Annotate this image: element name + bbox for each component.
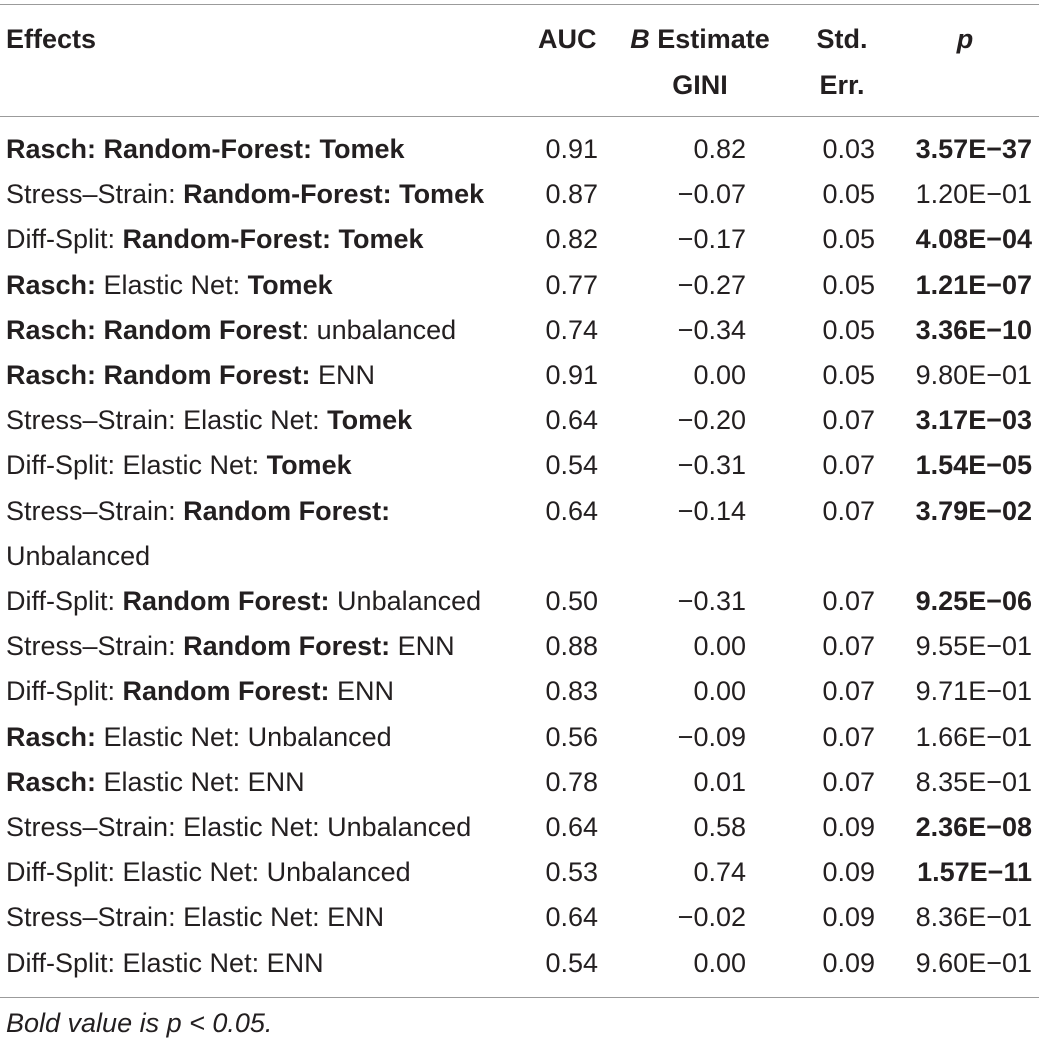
effect-part: Elastic Net: ENN [96, 766, 305, 797]
cell-auc: 0.64 [545, 405, 598, 436]
cell-std-err: 0.07 [822, 766, 875, 797]
effect-part: Random-Forest: Tomek [122, 224, 424, 255]
cell-estimate: 0.00 [693, 631, 746, 662]
cell-auc: 0.87 [545, 179, 598, 210]
effect-part: Unbalanced [329, 586, 482, 616]
cell-p-value: 1.66E−01 [915, 721, 1032, 752]
cell-std-err: 0.05 [822, 314, 875, 345]
cell-std-err: 0.07 [822, 676, 875, 707]
cell-estimate: 0.82 [693, 134, 746, 164]
cell-auc: 0.78 [545, 766, 598, 797]
cell-std-err: 0.07 [822, 631, 875, 662]
cell-std-err: 0.07 [822, 495, 875, 526]
effect-part: Rasch: [6, 766, 97, 797]
table-top-rule [0, 4, 1039, 5]
cell-p-value: 3.17E−03 [915, 405, 1032, 436]
cell-effect [6, 217, 526, 262]
effect-part: Stress–Strain: Elastic Net: ENN [6, 902, 385, 933]
effect-part: ENN [329, 676, 395, 707]
cell-p-value: 1.21E−07 [915, 269, 1032, 300]
effect-part: Diff-Split: Elastic Net: Unbalanced [6, 857, 411, 888]
cell-auc: 0.53 [545, 857, 598, 888]
cell-p-value: 9.71E−01 [915, 676, 1032, 707]
cell-p-value: 3.57E−37 [915, 134, 1032, 164]
header-estimate [620, 16, 780, 108]
cell-effect [6, 263, 526, 308]
cell-estimate: −0.20 [677, 405, 746, 436]
cell-estimate: 0.74 [693, 857, 746, 888]
cell-effect [6, 941, 526, 986]
effect-part: Diff-Split: Elastic Net: ENN [6, 947, 324, 978]
cell-std-err: 0.09 [822, 947, 875, 978]
effect-part: Stress–Strain: [6, 631, 184, 662]
effect-part: Diff-Split: [6, 224, 123, 255]
effect-part: Rasch: Random-Forest: Tomek [6, 134, 405, 164]
cell-estimate: 0.00 [693, 360, 746, 390]
cell-effect [6, 127, 526, 172]
header-p: p [956, 24, 974, 54]
cell-effect [6, 398, 526, 443]
cell-std-err: 0.07 [822, 405, 875, 436]
header-rule [0, 116, 1039, 117]
cell-auc: 0.83 [545, 676, 598, 707]
cell-effect [6, 850, 526, 895]
header-estimate-label: Estimate [657, 24, 770, 54]
cell-auc: 0.74 [545, 314, 598, 345]
effect-part: Rasch: Random Forest: [6, 360, 311, 390]
cell-effect [6, 805, 526, 850]
effect-part: Random Forest: [122, 676, 330, 707]
header-std-err [804, 16, 880, 108]
cell-auc: 0.50 [545, 586, 598, 616]
effect-part: Random-Forest: Tomek [183, 179, 485, 210]
cell-std-err: 0.05 [822, 360, 875, 390]
effect-part: Stress–Strain: Elastic Net: [6, 405, 328, 436]
effect-part: Diff-Split: Elastic Net: [6, 450, 267, 481]
cell-estimate: −0.34 [677, 314, 746, 345]
header-estimate-b: B [630, 24, 650, 54]
table-footnote: Bold value is p < 0.05. [6, 1008, 273, 1038]
cell-p-value: 3.79E−02 [915, 495, 1032, 526]
cell-estimate: 0.00 [693, 947, 746, 978]
effect-part: Elastic Net: [96, 269, 248, 300]
cell-effect [6, 308, 526, 353]
cell-auc: 0.88 [545, 631, 598, 662]
effect-part: Elastic Net: Unbalanced [96, 721, 392, 752]
cell-std-err: 0.09 [822, 902, 875, 933]
cell-estimate: −0.02 [677, 902, 746, 933]
header-std-line2: Err. [819, 70, 865, 100]
effect-part: Diff-Split: [6, 676, 123, 707]
effect-part: Diff-Split: [6, 586, 123, 616]
cell-std-err: 0.07 [822, 721, 875, 752]
cell-std-err: 0.05 [822, 179, 875, 210]
effect-part: Stress–Strain: Elastic Net: Unbalanced [6, 812, 472, 842]
cell-estimate: −0.14 [677, 495, 746, 526]
cell-auc: 0.64 [545, 812, 598, 842]
table-bottom-rule [0, 997, 1039, 998]
cell-p-value: 8.36E−01 [915, 902, 1032, 933]
cell-std-err: 0.07 [822, 450, 875, 481]
cell-std-err: 0.09 [822, 857, 875, 888]
cell-estimate: 0.58 [693, 812, 746, 842]
effect-part: Stress–Strain: [6, 179, 184, 210]
effect-part: Rasch: [6, 721, 97, 752]
cell-auc: 0.64 [545, 495, 598, 526]
cell-p-value: 9.80E−01 [915, 360, 1032, 390]
cell-p-value: 1.20E−01 [915, 179, 1032, 210]
cell-effect [6, 760, 526, 805]
effect-part: Stress–Strain: [6, 495, 184, 526]
cell-estimate: −0.07 [677, 179, 746, 210]
cell-p-value: 9.25E−06 [915, 586, 1032, 616]
cell-effect [6, 715, 526, 760]
cell-auc: 0.54 [545, 947, 598, 978]
effect-part: Tomek [247, 269, 333, 300]
cell-auc: 0.56 [545, 721, 598, 752]
effect-part: ENN [390, 631, 455, 662]
cell-auc: 0.77 [545, 269, 598, 300]
effect-part: : unbalanced [301, 314, 457, 345]
cell-effect [6, 579, 526, 624]
cell-std-err: 0.05 [822, 224, 875, 255]
cell-p-value: 2.36E−08 [915, 812, 1032, 842]
header-estimate-gini: GINI [672, 70, 728, 100]
cell-effect [6, 624, 526, 669]
cell-p-value: 1.54E−05 [915, 450, 1032, 481]
cell-p-value: 3.36E−10 [915, 314, 1032, 345]
cell-std-err: 0.05 [822, 269, 875, 300]
effect-part: Rasch: Random Forest [6, 314, 302, 345]
cell-auc: 0.54 [545, 450, 598, 481]
effect-part: Tomek [266, 450, 352, 481]
effect-part: Tomek [327, 405, 413, 436]
effect-part-line2: Unbalanced [6, 540, 151, 571]
effect-part: Random Forest: [122, 586, 330, 616]
cell-estimate: −0.31 [677, 450, 746, 481]
cell-effect [6, 443, 526, 488]
cell-p-value: 9.55E−01 [915, 631, 1032, 662]
cell-effect [6, 489, 526, 579]
cell-p-value: 8.35E−01 [915, 766, 1032, 797]
effect-part: ENN [310, 360, 376, 390]
cell-estimate: −0.27 [677, 269, 746, 300]
cell-std-err: 0.03 [822, 134, 875, 164]
header-effects: Effects [6, 24, 97, 54]
effect-part: Random Forest: [183, 631, 391, 662]
cell-effect [6, 353, 526, 398]
cell-estimate: −0.17 [677, 224, 746, 255]
cell-p-value: 1.57E−11 [917, 857, 1032, 888]
cell-estimate: −0.09 [677, 721, 746, 752]
cell-effect [6, 172, 526, 217]
cell-estimate: 0.01 [693, 766, 746, 797]
effect-part: Rasch: [6, 269, 97, 300]
cell-p-value: 9.60E−01 [915, 947, 1032, 978]
cell-std-err: 0.09 [822, 812, 875, 842]
header-std-line1: Std. [816, 24, 868, 54]
cell-effect [6, 895, 526, 940]
cell-auc: 0.82 [545, 224, 598, 255]
effect-part: Random Forest: [183, 495, 391, 526]
cell-p-value: 4.08E−04 [915, 224, 1032, 255]
cell-estimate: −0.31 [677, 586, 746, 616]
cell-std-err: 0.07 [822, 586, 875, 616]
cell-estimate: 0.00 [693, 676, 746, 707]
cell-auc: 0.91 [545, 134, 598, 164]
cell-auc: 0.64 [545, 902, 598, 933]
cell-auc: 0.91 [545, 360, 598, 390]
cell-effect [6, 669, 526, 714]
header-auc: AUC [538, 24, 597, 54]
